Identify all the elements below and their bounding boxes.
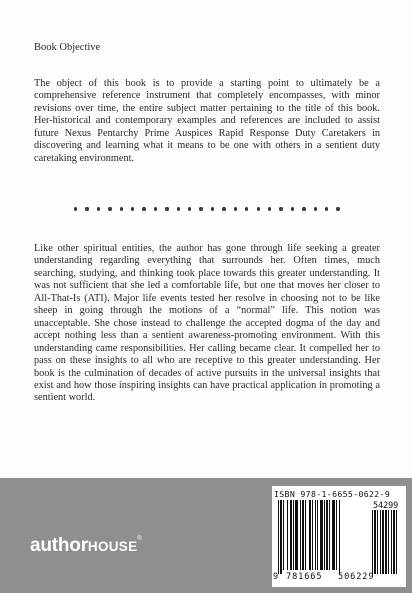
divider-dot [177,207,180,210]
isbn-label [274,489,390,499]
barcode-bar [336,500,337,570]
barcode-bar [290,500,292,570]
barcode-bar [305,500,306,570]
publisher-logo [30,536,142,555]
barcode-bar [329,500,330,570]
barcode-bar [293,500,294,570]
divider-dot [268,207,271,210]
divider-dot [279,207,282,210]
addon-bar [377,510,378,574]
barcode-bar [280,500,282,574]
addon-bar [372,510,373,574]
barcode-bar [300,500,301,570]
addon-bar [391,510,392,574]
addon-bar [396,510,397,574]
barcode-bar [326,500,328,570]
addon-bar [374,510,376,574]
divider-dot [199,207,202,210]
divider-dot [97,207,100,210]
divider-dot [314,207,317,210]
divider-dot [188,207,191,210]
addon-bar [380,510,381,574]
book-objective-heading: Book Objective [34,42,101,53]
divider-dot [142,207,145,210]
divider-dot [211,207,214,210]
barcode-bar [302,500,304,570]
barcode-bars [276,500,402,576]
price-code: 54299 [373,500,399,510]
barcode-bar [309,500,311,570]
divider-dot [154,207,157,210]
divider-dot [165,207,168,210]
divider-dot [74,207,77,210]
logo-word-house: HOUSE [87,539,138,554]
dotted-divider [74,206,340,212]
addon-bar [393,510,395,574]
divider-dot [325,207,328,210]
divider-dot [291,207,294,210]
isbn-text: ISBN 978-1-6655-0622-9 [274,489,391,499]
barcode-bar [339,500,340,574]
divider-dot [234,207,237,210]
addon-bar [382,510,384,574]
barcode-bar [278,500,279,574]
barcode-bar [295,500,298,570]
divider-dot [336,207,339,210]
divider-dot [257,207,260,210]
registered-mark: ® [137,536,142,542]
divider-dot [302,207,305,210]
divider-dot [108,207,111,210]
divider-dot [85,207,88,210]
barcode-bar [283,500,284,570]
author-description-paragraph: Like other spiritual entities, the author has gone through life seeking a greater understanding regarding everything that surrounds her. Often times, much searching, studying, and thinking took place towards this greater understanding. It was not sufficient that she led a comfortable life, but one that moves her closer to All-That-Is (ATI). Major life events tested her resolve in choosing not to be like sheep in going through the motions of a “normal” life. This notion was unacceptable. She chose instead to challenge the accepted dogma of the day and accept nothing less than a sentient awareness-promoting environment. With this understanding came responsibilities. Her calling became clear. It compelled her to pass on these insights to all who are receptive to this greater understanding. Her book is the culmination of decades of active pursuits in the universal insights that exist and how those inspiring insights can have practical application in promoting a sentient world. [34,243,380,404]
addon-bar [385,510,387,574]
ean-right-group: 506229 [338,572,375,582]
logo-word-author: author [30,535,88,556]
barcode-bar [332,500,335,570]
divider-dot [222,207,225,210]
ean-first-digit: 9 [273,572,279,582]
barcode-bar [317,500,318,570]
addon-bar [388,510,389,574]
divider-dot [131,207,134,210]
barcode-bar [324,500,325,570]
barcode-bar [287,500,288,570]
barcode-bar [315,500,316,570]
divider-dot [120,207,123,210]
divider-dot [245,207,248,210]
book-objective-paragraph: The object of this book is to provide a starting point to ultimately be a comprehensive reference instrument that completely encompasses, with minor revisions over time, the entire subject matter pertaining to the title of this book. Her-historical and contemporary examples and references are included to assist future Nexus Pentarchy Prime Auspices Rapid Response Duty Caretakers in discovering and learning what it means to be one with others in a sentient duty caretaking environment. [34,78,380,164]
isbn-barcode [272,486,406,587]
barcode-bar [312,500,313,570]
ean-left-group: 781665 [286,572,323,582]
barcode-bar [320,500,323,570]
